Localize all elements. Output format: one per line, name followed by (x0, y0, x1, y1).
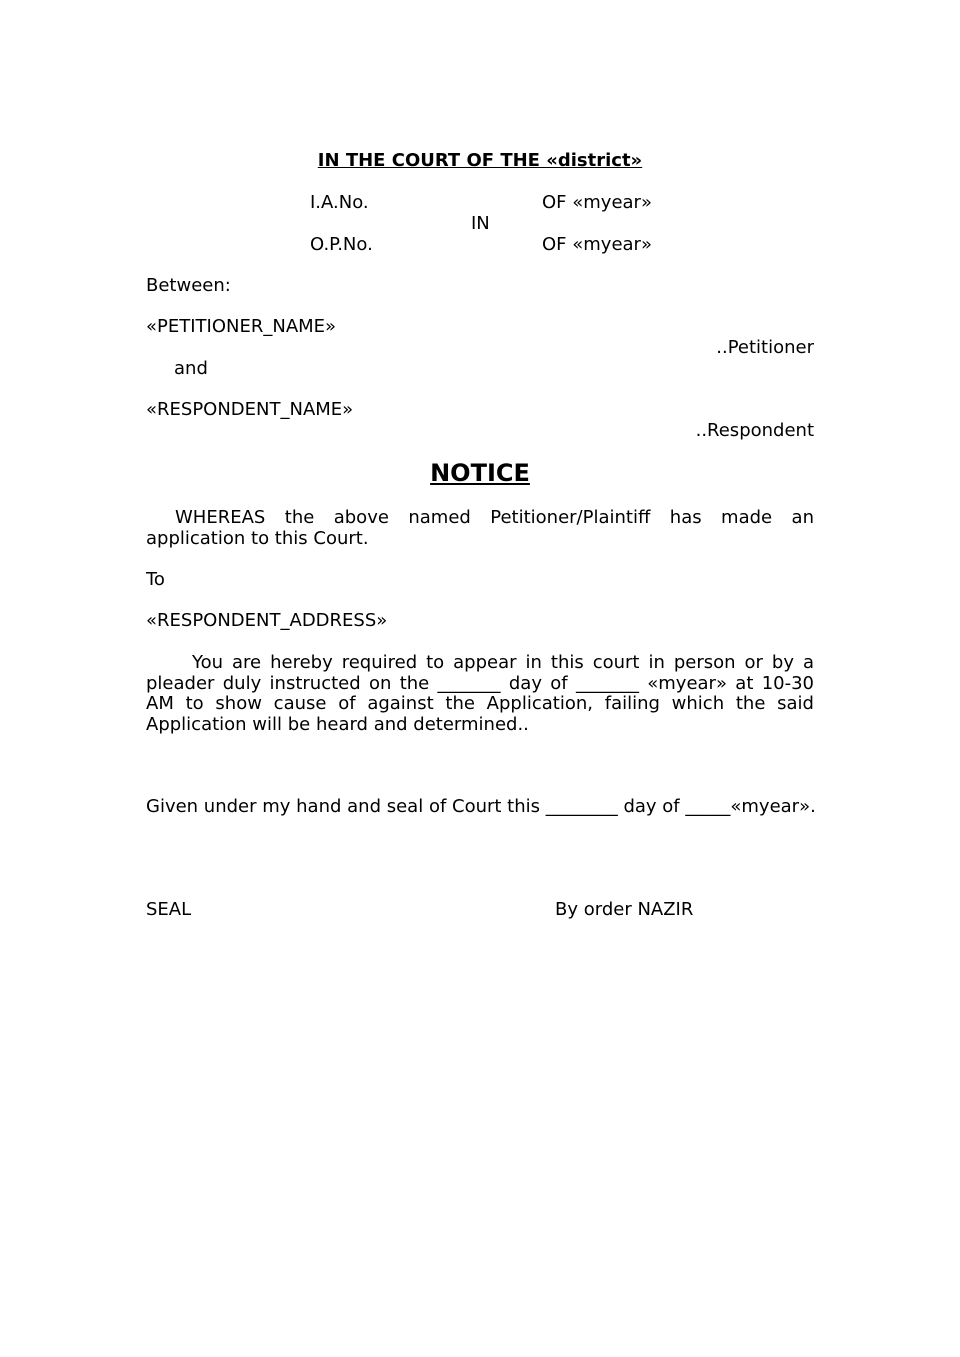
petitioner-role: ..Petitioner (716, 337, 814, 358)
whereas-paragraph: WHEREAS the above named Petitioner/Plaintiff has made an application to this Court. (146, 507, 814, 549)
by-order-nazir: By order NAZIR (555, 899, 694, 920)
respondent-address: «RESPONDENT_ADDRESS» (146, 610, 388, 631)
ia-number-label: I.A.No. (310, 192, 369, 213)
to-label: To (146, 569, 165, 590)
and-label: and (174, 358, 208, 379)
ia-year: OF «myear» (542, 192, 652, 213)
in-label: IN (471, 213, 490, 234)
given-under-hand-line: Given under my hand and seal of Court this ________ day of _____«myear». (146, 796, 816, 817)
op-year: OF «myear» (542, 234, 652, 255)
respondent-name: «RESPONDENT_NAME» (146, 399, 354, 420)
appear-paragraph: You are hereby required to appear in this court in person or by a pleader duly instructed on the _______ day of _______ «myear» at 10-30 AM to show cause of against the Application, failing which the said Application will be heard and determined.. (146, 652, 814, 735)
court-title: IN THE COURT OF THE «district» (317, 150, 643, 171)
notice-heading: NOTICE (430, 459, 530, 487)
petitioner-name: «PETITIONER_NAME» (146, 316, 337, 337)
seal-label: SEAL (146, 899, 192, 920)
op-number-label: O.P.No. (310, 234, 373, 255)
respondent-role: ..Respondent (695, 420, 814, 441)
between-label: Between: (146, 275, 231, 296)
